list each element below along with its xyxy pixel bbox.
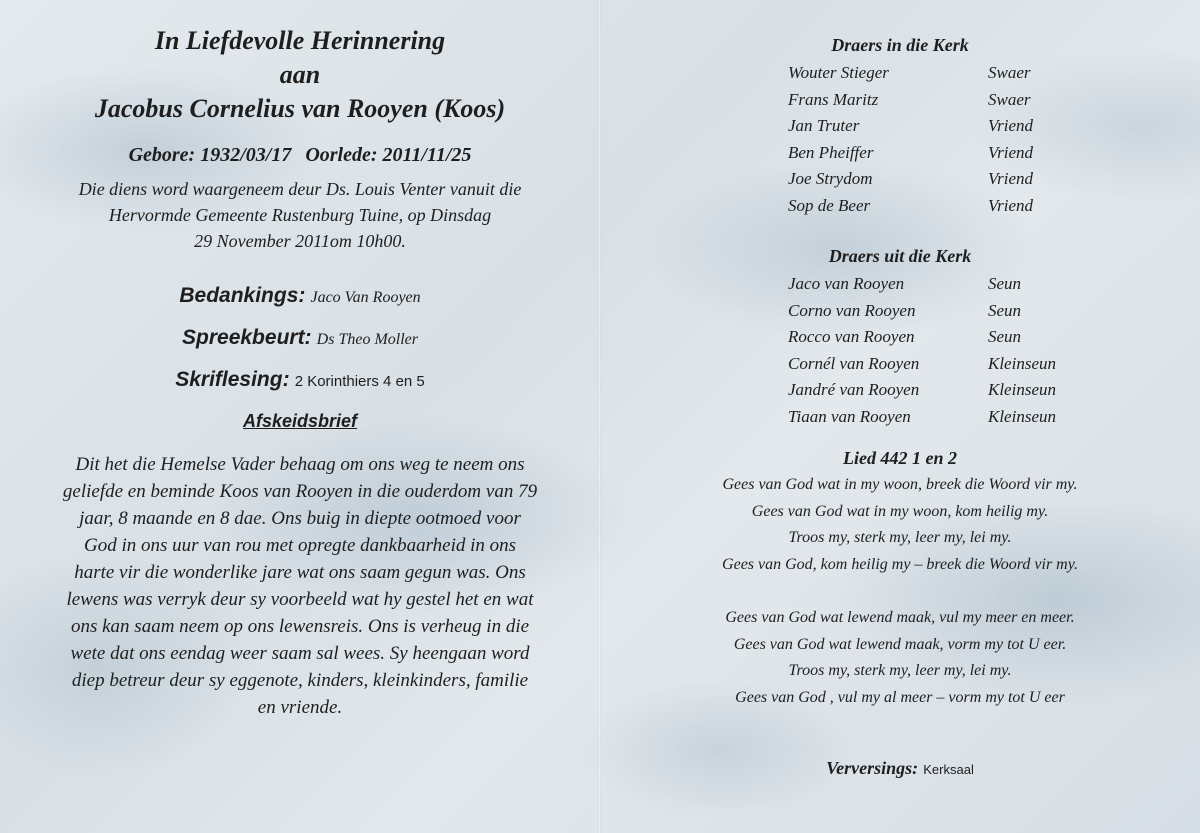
hymn-line: Gees van God wat in my woon, kom heilig my. bbox=[751, 502, 1049, 520]
farewell-line: harte vir die wonderlike jare wat ons saam gegun was. Ons bbox=[74, 562, 526, 583]
bearer-relation: Seun bbox=[988, 300, 1022, 320]
bearer-name: Wouter Stieger bbox=[788, 63, 889, 82]
service-info bbox=[40, 176, 560, 254]
bearer-relation: Kleinseun bbox=[988, 353, 1056, 373]
life-dates bbox=[0, 144, 600, 167]
bearer-relation: Kleinseun bbox=[988, 406, 1056, 426]
farewell-line: ons kan saam neem op ons lewensreis. Ons is verheug in die bbox=[70, 616, 530, 637]
bearer-name: Jandré van Rooyen bbox=[788, 380, 920, 399]
bearer-relation: Swaer bbox=[988, 89, 1031, 109]
bearer-name: Jan Truter bbox=[788, 116, 860, 135]
hymn-verse-1 bbox=[620, 472, 1180, 578]
farewell-line: wete dat ons eendag weer saam sal wees. Sy heengaan word bbox=[70, 643, 530, 664]
list-item bbox=[788, 351, 1088, 378]
service-line: 29 November 2011om 10h00. bbox=[194, 231, 406, 251]
bearer-relation: Swaer bbox=[988, 63, 1031, 82]
list-item bbox=[788, 113, 1088, 140]
bearer-name: Frans Maritz bbox=[788, 89, 879, 109]
bearers-church-heading: Draers in die Kerk bbox=[831, 35, 969, 55]
farewell-heading: Afskeidsbrief bbox=[242, 411, 358, 431]
farewell-line: lewens was verryk deur sy voorbeeld wat hy gestel het en wat bbox=[66, 589, 534, 610]
hymn-line: Gees van God , vul my al meer – vorm my tot U eer bbox=[735, 688, 1065, 706]
refreshments-line bbox=[600, 758, 1200, 779]
bearer-name: Tiaan van Rooyen bbox=[788, 406, 911, 426]
bearer-name: Ben Pheiffer bbox=[788, 142, 874, 162]
hymn-line: Troos my, sterk my, leer my, lei my. bbox=[788, 529, 1012, 546]
hymn-line: Troos my, sterk my, leer my, lei my. bbox=[788, 662, 1012, 679]
list-item bbox=[788, 271, 1088, 298]
reading-line bbox=[0, 368, 600, 392]
bearer-relation: Seun bbox=[988, 274, 1022, 293]
bearer-name: Corno van Rooyen bbox=[788, 300, 916, 320]
list-item bbox=[788, 324, 1088, 351]
bearers-church-list bbox=[788, 60, 1088, 219]
bearers-out-list bbox=[788, 271, 1088, 430]
bearer-relation: Seun bbox=[988, 327, 1022, 346]
deceased-name: Jacobus Cornelius van Rooyen (Koos) bbox=[94, 94, 506, 123]
list-item bbox=[788, 404, 1088, 431]
thanks-value: Jaco Van Rooyen bbox=[310, 289, 421, 306]
bearer-relation: Vriend bbox=[988, 142, 1034, 162]
right-panel bbox=[600, 0, 1200, 833]
list-item bbox=[788, 166, 1088, 193]
list-item bbox=[788, 298, 1088, 325]
bearer-name: Sop de Beer bbox=[788, 195, 871, 215]
thanks-label: Bedankings: bbox=[179, 284, 306, 307]
birth-date: Gebore: 1932/03/17 bbox=[128, 144, 292, 166]
speech-line bbox=[0, 326, 600, 350]
title-line-1: In Liefdevolle Herinnering bbox=[154, 26, 446, 55]
bearer-name: Joe Strydom bbox=[788, 169, 873, 188]
bearer-relation: Vriend bbox=[988, 195, 1034, 215]
speech-value: Ds Theo Moller bbox=[316, 331, 418, 348]
memorial-title bbox=[0, 24, 600, 126]
farewell-line: geliefde en beminde Koos van Rooyen in die ouderdom van 79 bbox=[62, 481, 538, 502]
hymn-heading: Lied 442 1 en 2 bbox=[843, 448, 957, 468]
reading-label: Skriflesing: bbox=[175, 368, 290, 391]
bearer-name: Cornél van Rooyen bbox=[788, 353, 920, 373]
hymn-line: Gees van God wat lewend maak, vul my meer en meer. bbox=[725, 609, 1075, 626]
bearer-relation: Vriend bbox=[988, 169, 1034, 188]
title-line-2: aan bbox=[279, 60, 321, 89]
bearer-name: Jaco van Rooyen bbox=[788, 274, 905, 293]
list-item bbox=[788, 140, 1088, 167]
farewell-line: God in ons uur van rou met opregte dankbaarheid in ons bbox=[83, 535, 517, 556]
bearer-relation: Kleinseun bbox=[988, 380, 1056, 399]
hymn-line: Gees van God wat lewend maak, vorm my tot U eer. bbox=[733, 635, 1067, 653]
thanks-line bbox=[0, 284, 600, 308]
refreshments-value: Kerksaal bbox=[923, 762, 974, 777]
speech-label: Spreekbeurt: bbox=[182, 326, 312, 349]
reading-value: 2 Korinthiers 4 en 5 bbox=[294, 373, 425, 390]
death-date: Oorlede: 2011/11/25 bbox=[305, 144, 472, 166]
bearer-relation: Vriend bbox=[988, 116, 1034, 135]
refreshments-label: Verversings: bbox=[826, 758, 919, 778]
list-item bbox=[788, 60, 1088, 87]
farewell-line: en vriende. bbox=[257, 697, 343, 718]
farewell-line: Dit het die Hemelse Vader behaag om ons weg te neem ons bbox=[75, 454, 525, 475]
bearer-name: Rocco van Rooyen bbox=[788, 327, 915, 346]
hymn-verse-2 bbox=[620, 605, 1180, 711]
list-item bbox=[788, 377, 1088, 404]
farewell-letter bbox=[38, 451, 562, 721]
bearers-out-heading: Draers uit die Kerk bbox=[828, 246, 972, 266]
service-line: Hervormde Gemeente Rustenburg Tuine, op Dinsdag bbox=[108, 205, 492, 225]
service-line: Die diens word waargeneem deur Ds. Louis Venter vanuit die bbox=[78, 179, 522, 199]
hymn-line: Gees van God, kom heilig my – breek die Woord vir my. bbox=[722, 555, 1078, 573]
list-item bbox=[788, 193, 1088, 220]
list-item bbox=[788, 87, 1088, 114]
hymn-line: Gees van God wat in my woon, breek die Woord vir my. bbox=[722, 476, 1078, 493]
farewell-line: jaar, 8 maande en 8 dae. Ons buig in diepte ootmoed voor bbox=[79, 508, 521, 529]
farewell-line: diep betreur deur sy eggenote, kinders, kleinkinders, familie bbox=[71, 670, 529, 691]
